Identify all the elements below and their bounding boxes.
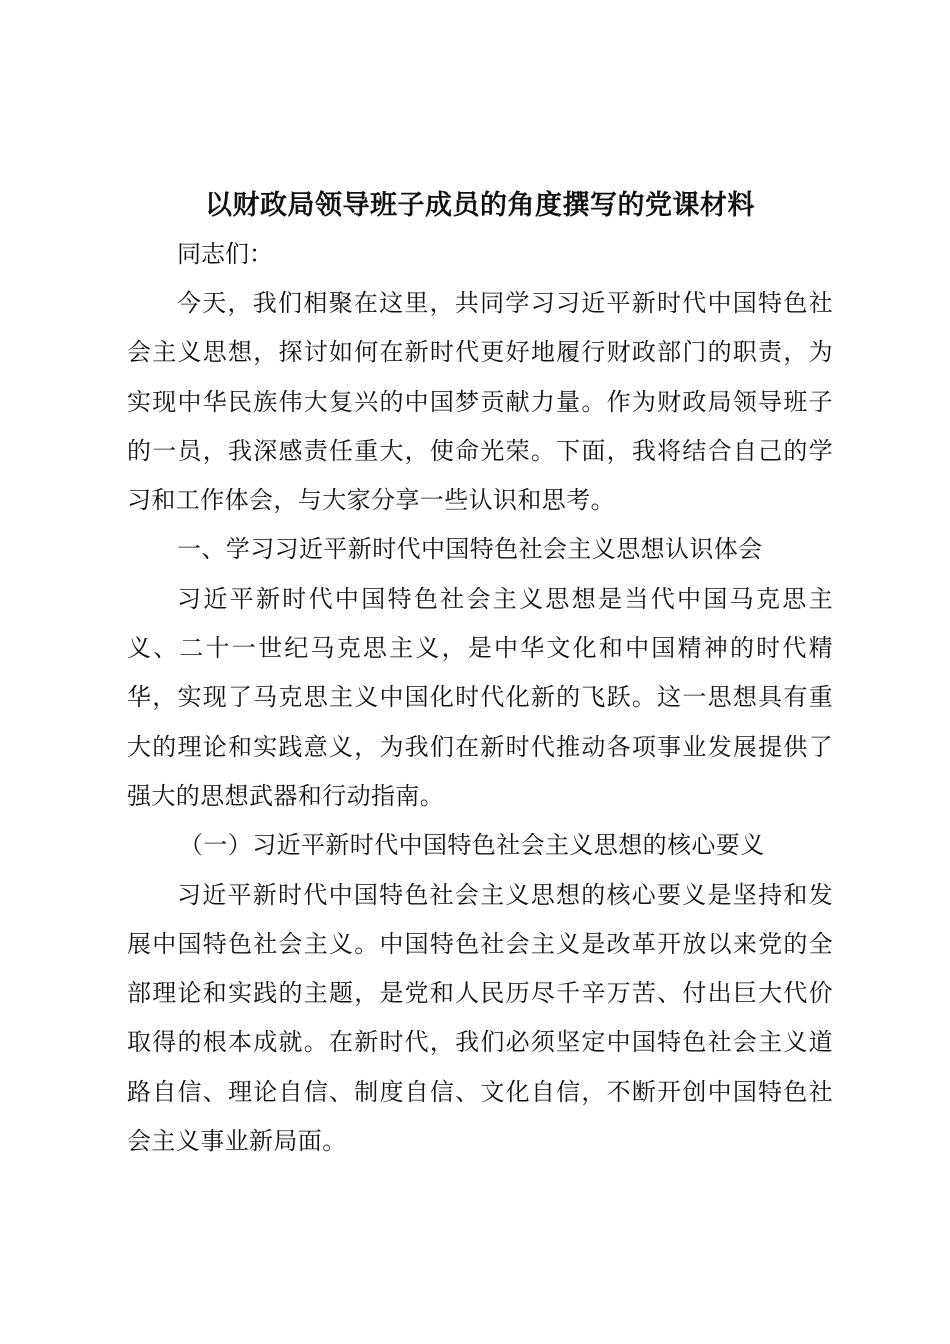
subsection-heading-1-1: （一）习近平新时代中国特色社会主义思想的核心要义 — [179, 831, 765, 860]
paragraph-intro: 今天，我们相聚在这里，共同学习习近平新时代中国特色社会主义思想，探讨如何在新时代更好地履行财政部门的职责，为实现中华民族伟大复兴的中国梦贡献力量。作为财政局领导班子的一员，我深感责任重大，使命光荣。下面，我将结合自己的学习和工作体会，与大家分享一些认识和思考。 — [127, 289, 833, 515]
salutation: 同志们： — [177, 240, 273, 268]
document-title: 以财政局领导班子成员的角度撰写的党课材料 — [205, 190, 755, 221]
section-heading-1: 一、学习习近平新时代中国特色社会主义思想认识体会 — [177, 535, 763, 564]
paragraph-section-1: 习近平新时代中国特色社会主义思想是当代中国马克思主义、二十一世纪马克思主义，是中华文化和中国精神的时代精华，实现了马克思主义中国化时代化新的飞跃。这一思想具有重大的理论和实践意义，为我们在新时代推动各项事业发展提供了强大的思想武器和行动指南。 — [127, 584, 833, 810]
paragraph-subsection-1-1: 习近平新时代中国特色社会主义思想的核心要义是坚持和发展中国特色社会主义。中国特色社会主义是改革开放以来党的全部理论和实践的主题，是党和人民历尽千辛万苦、付出巨大代价取得的根本成就。在新时代，我们必须坚定中国特色社会主义道路自信、理论自信、制度自信、文化自信，不断开创中国特色社会主义事业新局面。 — [127, 880, 833, 1156]
document-page — [127, 186, 833, 1166]
